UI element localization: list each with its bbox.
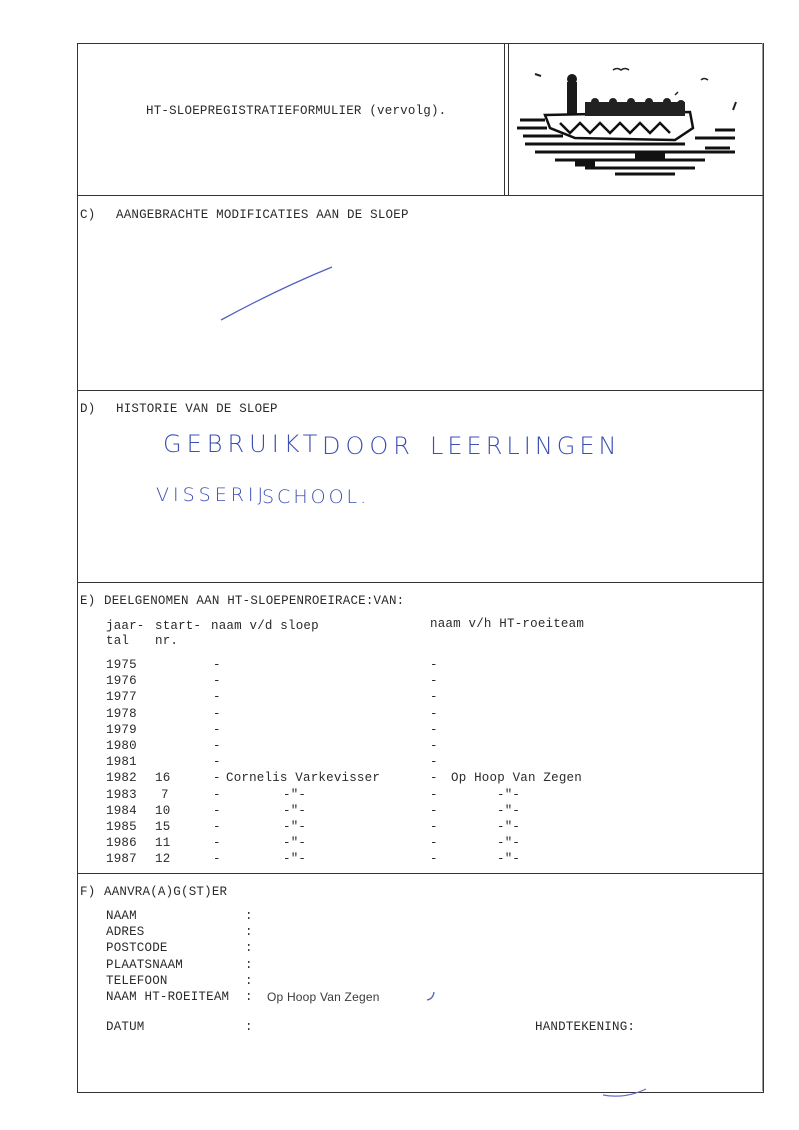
row-boat-dash: - xyxy=(213,706,221,721)
row-boat-dash: - xyxy=(213,658,221,672)
datum-separator: : xyxy=(245,1020,253,1034)
row-team-dash: - xyxy=(430,722,438,737)
row-year: 1977 xyxy=(106,690,137,705)
bird-icon xyxy=(733,102,736,110)
form-title: HT-SLOEPREGISTRATIEFORMULIER (vervolg). xyxy=(146,104,447,118)
field-label: NAAM xyxy=(106,909,137,923)
section-c-label: C) xyxy=(80,208,96,222)
row-team-dash: - xyxy=(430,852,438,867)
history-handwritten-word: GEBRUIKT xyxy=(163,430,323,458)
row-team-dash: - xyxy=(430,755,438,770)
field-label: PLAATSNAAM xyxy=(106,957,184,972)
row-year: 1987 xyxy=(106,852,137,867)
field-separator: : xyxy=(245,909,253,923)
row-boat-name: -"- xyxy=(283,820,307,834)
form-frame xyxy=(77,43,764,1093)
row-start-number: 15 xyxy=(155,820,171,834)
row-team-dash: - xyxy=(430,836,438,851)
row-team-dash: - xyxy=(430,803,438,818)
pen-mark xyxy=(424,990,438,1004)
header-divider xyxy=(504,43,505,195)
row-team-dash: - xyxy=(430,771,438,786)
row-start-number: 12 xyxy=(155,852,171,867)
row-year: 1982 xyxy=(106,771,137,786)
row-year: 1983 xyxy=(106,787,137,802)
datum-label: DATUM xyxy=(106,1020,145,1034)
row-team-dash: - xyxy=(430,658,438,672)
bird-icon xyxy=(535,74,541,76)
field-label: POSTCODE xyxy=(106,941,168,956)
row-year: 1986 xyxy=(106,836,137,851)
section-divider xyxy=(77,582,763,583)
row-year: 1978 xyxy=(106,706,137,721)
row-boat-dash: - xyxy=(213,771,221,786)
row-boat-name: -"- xyxy=(283,803,307,818)
strike-through-pen-line xyxy=(218,264,338,324)
row-boat-dash: - xyxy=(213,852,221,867)
history-handwritten-word: LEERLINGEN xyxy=(430,432,621,460)
section-divider xyxy=(77,390,763,391)
row-team-dash: - xyxy=(430,706,438,721)
row-team-dash: - xyxy=(430,739,438,753)
row-boat-dash: - xyxy=(213,722,221,737)
row-year: 1984 xyxy=(106,803,137,818)
row-year: 1975 xyxy=(106,658,137,672)
row-year: 1981 xyxy=(106,755,137,770)
row-boat-name: -"- xyxy=(283,852,307,867)
field-separator: : xyxy=(245,957,253,972)
field-separator: : xyxy=(245,925,253,940)
section-e-heading: DEELGENOMEN AAN HT-SLOEPENROEIRACE:VAN: xyxy=(104,594,405,608)
row-team-dash: - xyxy=(430,690,438,705)
section-f-label: F) xyxy=(80,885,96,899)
section-d-heading: HISTORIE VAN DE SLOEP xyxy=(116,402,278,416)
row-year: 1980 xyxy=(106,739,137,753)
row-team-dash: - xyxy=(430,820,438,834)
field-label: TELEFOON xyxy=(106,973,168,988)
col-header-jaar-line2: tal xyxy=(106,634,130,648)
row-start-number: 16 xyxy=(155,771,171,786)
field-separator: : xyxy=(245,990,253,1004)
row-boat-name: -"- xyxy=(283,836,307,851)
row-team-name: -"- xyxy=(497,820,521,834)
row-boat-dash: - xyxy=(213,755,221,770)
row-start-number: 7 xyxy=(161,787,169,802)
row-team-name: -"- xyxy=(497,803,521,818)
row-team-name: -"- xyxy=(497,852,521,867)
boat-hull xyxy=(545,112,693,140)
section-divider xyxy=(77,195,763,196)
col-header-start-line2: nr. xyxy=(155,634,179,648)
row-boat-dash: - xyxy=(213,820,221,834)
section-d-label: D) xyxy=(80,402,96,416)
section-e-label: E) xyxy=(80,594,96,608)
row-boat-dash: - xyxy=(213,836,221,851)
field-separator: : xyxy=(245,973,253,988)
history-handwritten-word: SCHOOL. xyxy=(262,486,370,508)
row-start-number: 11 xyxy=(155,836,171,851)
row-team-name: -"- xyxy=(497,787,521,802)
row-year: 1976 xyxy=(106,674,137,689)
row-boat-dash: - xyxy=(213,674,221,689)
field-label: NAAM HT-ROEITEAM xyxy=(106,990,230,1004)
signature-label: HANDTEKENING: xyxy=(535,1020,636,1034)
row-start-number: 10 xyxy=(155,803,171,818)
row-boat-dash: - xyxy=(213,690,221,705)
row-boat-name: Cornelis Varkevisser xyxy=(226,771,381,786)
bird-icon xyxy=(675,92,678,95)
signature-scribble xyxy=(600,1085,650,1101)
row-team-name: -"- xyxy=(497,836,521,851)
header-divider-inner xyxy=(508,43,509,195)
row-team-name: Op Hoop Van Zegen xyxy=(451,771,582,786)
row-boat-dash: - xyxy=(213,803,221,818)
col-header-jaar: jaar- xyxy=(106,619,145,633)
row-boat-dash: - xyxy=(213,739,221,753)
row-year: 1985 xyxy=(106,820,137,834)
field-value: Op Hoop Van Zegen xyxy=(267,990,380,1004)
row-year: 1979 xyxy=(106,722,137,737)
rowing-boat-illustration xyxy=(515,60,750,185)
section-f-heading: AANVRA(A)G(ST)ER xyxy=(104,885,228,899)
bird-icon xyxy=(613,69,629,71)
row-boat-name: -"- xyxy=(283,787,307,802)
col-header-team: naam v/h HT-roeiteam xyxy=(430,617,585,631)
field-label: ADRES xyxy=(106,925,145,940)
history-handwritten-word: DOOR xyxy=(322,432,415,460)
row-team-dash: - xyxy=(430,674,438,689)
standing-figure xyxy=(567,82,577,118)
row-boat-dash: - xyxy=(213,787,221,802)
section-c-heading: AANGEBRACHTE MODIFICATIES AAN DE SLOEP xyxy=(116,208,409,222)
field-separator: : xyxy=(245,941,253,956)
bird-icon xyxy=(701,79,708,81)
col-header-start: start- xyxy=(155,619,202,633)
history-handwritten-word: VISSERIJ xyxy=(156,484,268,506)
section-divider xyxy=(77,873,763,874)
row-team-dash: - xyxy=(430,787,438,802)
col-header-sloep: naam v/d sloep xyxy=(211,619,319,633)
frame-shadow xyxy=(762,43,763,1091)
